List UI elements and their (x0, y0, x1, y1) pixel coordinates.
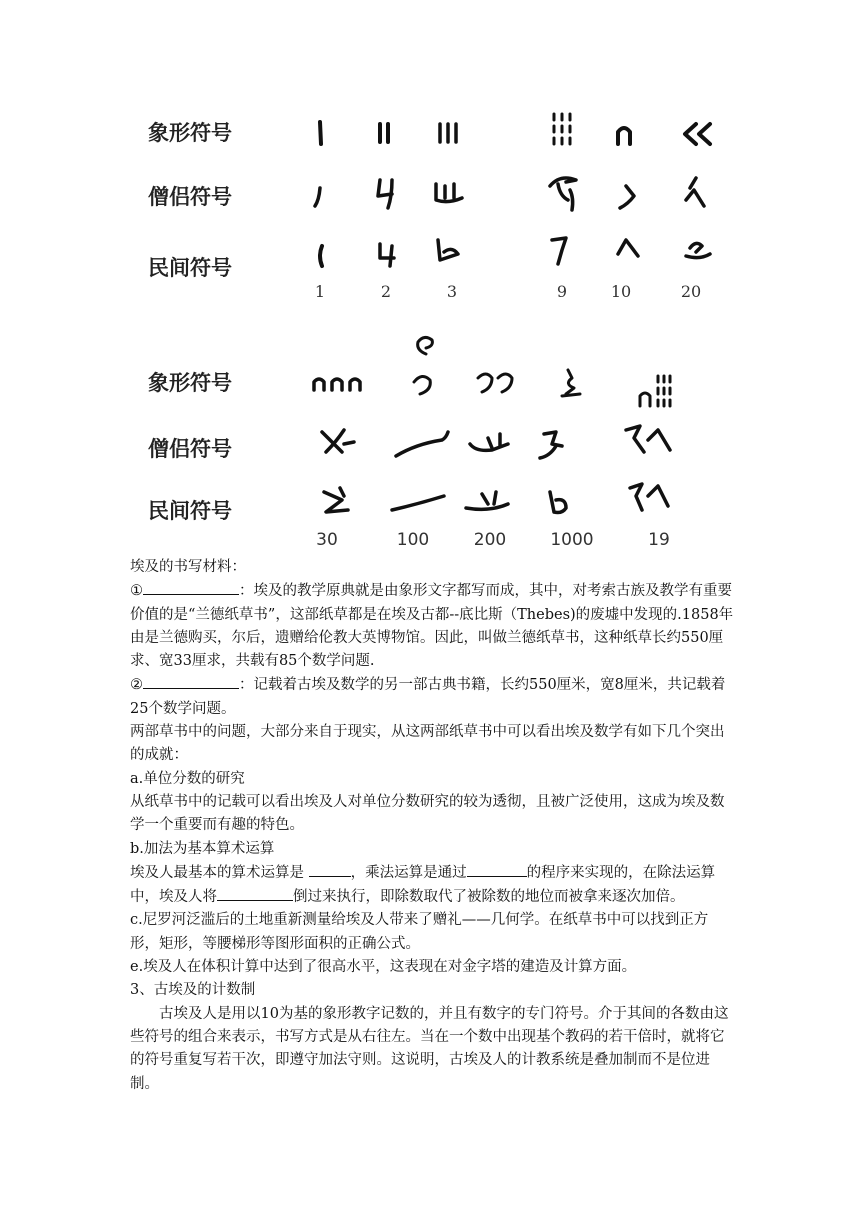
number-label-20: 20 (680, 282, 702, 301)
glyph-hieroglyphic-1 (320, 122, 321, 144)
row-label-demotic-bottom: 民间符号 (148, 499, 232, 523)
glyph-hieratic-200 (470, 434, 508, 450)
item-b-text-4: 倒过来执行，即除数取代了被除数的地位而被拿来逐次加倍。 (293, 889, 685, 906)
numerals-table-svg (130, 100, 730, 550)
row-label-hieratic-top: 僧侣符号 (148, 185, 232, 209)
number-label-19: 19 (648, 530, 670, 550)
glyph-hieratic-30 (322, 430, 354, 452)
glyph-hieroglyphic-200 (478, 374, 512, 392)
item-b-text-3: 的程序来实现的，在除法运算中，埃及人将 (130, 864, 716, 906)
glyph-hieroglyphic-19 (640, 376, 670, 406)
number-label-3: 3 (446, 282, 458, 301)
row-label-demotic-top: 民间符号 (148, 256, 232, 280)
number-label-100: 100 (396, 530, 430, 550)
number-label-10: 10 (610, 282, 632, 301)
glyph-demotic-20 (686, 243, 710, 257)
egyptian-numerals-figure (130, 100, 730, 550)
row-label-hieratic-bottom: 僧侣符号 (148, 437, 232, 461)
item-b-body (130, 861, 736, 910)
glyph-hieroglyphic-1000 (562, 370, 580, 396)
paragraph-moscow-text: ：记载着古埃及数学的另一部古典书籍，长约550厘米，宽8厘米，共记载着25个数学问题。 (130, 677, 726, 717)
paragraph-achievements-intro: 两部草书中的问题，大部分来自于现实，从这两部纸草书中可以看出埃及数学有如下几个突出的成就： (130, 724, 725, 764)
document-body (130, 556, 736, 1096)
glyph-demotic-200 (466, 492, 508, 509)
row-label-hieroglyphic-bottom: 象形符号 (148, 371, 232, 395)
fill-blank-2[interactable] (143, 673, 239, 689)
number-label-1: 1 (314, 282, 326, 301)
glyph-hieratic-20 (686, 178, 704, 206)
glyph-demotic-1 (320, 246, 322, 266)
glyph-hieratic-10 (620, 186, 634, 208)
glyph-hieratic-2 (378, 180, 392, 208)
marker-1: ① (130, 583, 143, 600)
item-a-body: 从纸草书中的记载可以看出埃及人对单位分数研究的较为透彻，且被广泛使用，这成为埃及数学一个重要而有趣的特色。 (130, 793, 725, 834)
glyph-hieroglyphic-10 (618, 128, 630, 144)
glyph-hieratic-3 (436, 184, 462, 202)
glyph-hieroglyphic-30 (314, 379, 360, 390)
number-label-200: 200 (473, 530, 507, 550)
glyph-hieratic-19 (626, 426, 670, 452)
marker-2: ② (130, 677, 143, 694)
item-b-text-2: ，乘法运算是通过 (350, 864, 467, 881)
glyph-demotic-2 (380, 244, 394, 266)
glyph-hieroglyphic-100 (414, 337, 432, 394)
glyph-hieratic-9 (550, 178, 576, 210)
number-label-30: 30 (316, 530, 338, 550)
paragraph-rhind-text: ：埃及的教学原典就是由象形文字都写而成，其中，对考索古族及教学有重要价值的是“兰德纸草书”，这部纸草都是在埃及古都--底比斯（Thebes)的废墟中发现的.1858年由是兰德购买，尔后，遗赠给伦教大英博物馆。因此，叫做兰德纸草书，这种纸草长约550厘求、宽33厘求，共载有85个数学问题. (130, 583, 734, 670)
item-b-text-1: 埃及人最基本的算术运算是 (130, 864, 309, 881)
number-label-2: 2 (380, 282, 392, 301)
number-label-1000: 1000 (550, 530, 594, 550)
glyph-demotic-3 (438, 240, 458, 260)
heading-writing-materials: 埃及的书写材料： (130, 559, 246, 575)
glyph-hieroglyphic-9 (554, 114, 570, 144)
fill-blank-1[interactable] (143, 579, 239, 595)
fill-blank-3[interactable] (309, 861, 351, 877)
paragraph-moscow-papyrus (130, 673, 736, 721)
item-c: c.尼罗河泛滥后的土地重新测量给埃及人带来了赠礼——几何学。在纸草书中可以找到正方形，矩形，等腰梯形等图形面积的正确公式。 (130, 912, 709, 952)
section-3-body: 古埃及人是用以10为基的象形教字记数的，并且有数字的专门符号。介于其间的各数由这些符号的组合来表示，书写方式是从右往左。当在一个数中出现基个教码的若干倍时，就将它的符号重复写若干次，即遵守加法守则。这说明，古埃及人的计教系统是叠加制而不是位进制。 (130, 1005, 729, 1092)
glyph-hieratic-1000 (540, 432, 562, 458)
fill-blank-5[interactable] (217, 885, 293, 901)
glyph-hieratic-1 (315, 188, 320, 206)
glyph-demotic-30 (324, 488, 348, 512)
item-a-title: a.单位分数的研究 (130, 770, 245, 787)
section-3-heading: 3、古埃及的计数制 (130, 982, 256, 999)
glyph-demotic-100 (392, 496, 444, 510)
row-label-hieroglyphic-top: 象形符号 (148, 121, 232, 145)
glyph-demotic-9 (552, 238, 566, 264)
number-label-9: 9 (556, 282, 568, 301)
glyph-hieroglyphic-3 (440, 124, 456, 142)
glyph-hieroglyphic-20 (685, 124, 710, 144)
glyph-hieroglyphic-2 (380, 124, 388, 142)
glyph-demotic-10 (618, 240, 638, 256)
fill-blank-4[interactable] (467, 861, 527, 877)
paragraph-rhind-papyrus (130, 579, 736, 673)
glyph-demotic-1000 (550, 492, 566, 513)
glyph-hieratic-100 (396, 432, 448, 456)
glyph-demotic-19 (630, 484, 668, 510)
item-b-title: b.加法为基本算术运算 (130, 840, 275, 857)
item-e: e.埃及人在体积计算中达到了很高水平，这表现在对金字塔的建造及计算方面。 (130, 959, 637, 976)
